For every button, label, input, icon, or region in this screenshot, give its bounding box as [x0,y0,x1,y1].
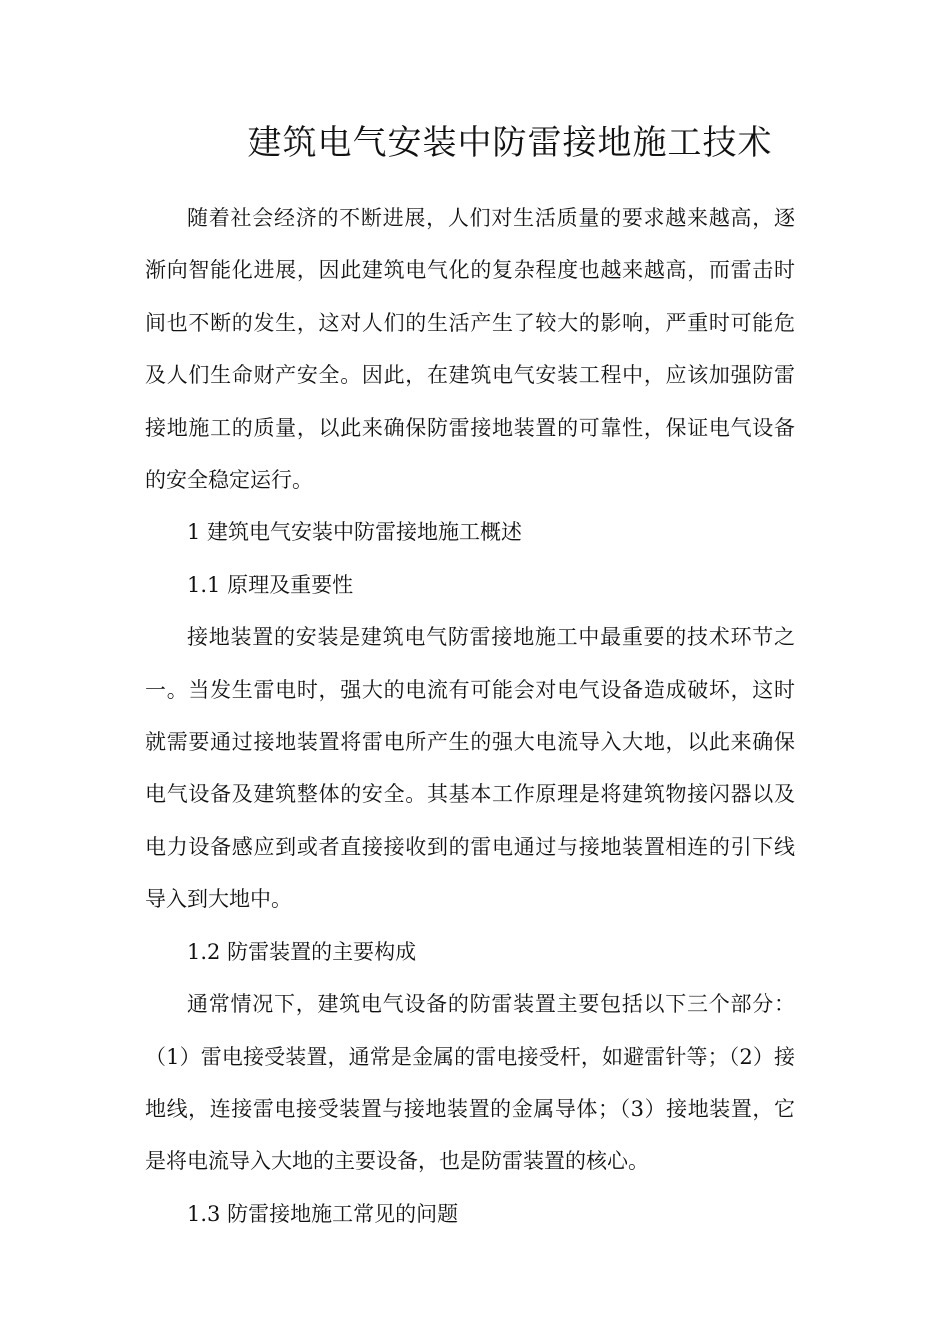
section-heading-1: 1 建筑电气安装中防雷接地施工概述 [187,520,523,545]
paragraph-components: 通常情况下，建筑电气设备的防雷装置主要包括以下三个部分：（1）雷电接受装置，通常是金属的雷电接受杆，如避雷针等；（2）接地线，连接雷电接受装置与接地装置的金属导体；（3）接地装置，它是将电流导入大地的主要设备，也是防雷装置的核心。 [145,992,795,1174]
section-heading-1-3: 1.3 防雷接地施工常见的问题 [187,1201,459,1226]
paragraph-principle: 接地装置的安装是建筑电气防雷接地施工中最重要的技术环节之一。当发生雷电时，强大的电流有可能会对电气设备造成破坏，这时就需要通过接地装置将雷电所产生的强大电流导入大地，以此来确保电气设备及建筑整体的安全。其基本工作原理是将建筑物接闪器以及电力设备感应到或者直接接收到的雷电通过与接地装置相连的引下线导入到大地中。 [145,625,795,912]
document-title: 建筑电气安装中防雷接地施工技术 [247,123,773,163]
section-heading-1-2: 1.2 防雷装置的主要构成 [187,939,417,964]
section-heading-1-1: 1.1 原理及重要性 [187,572,354,597]
document-body [145,192,795,1240]
paragraph-intro: 随着社会经济的不断进展，人们对生活质量的要求越来越高，逐渐向智能化进展，因此建筑电气化的复杂程度也越来越高，而雷击时间也不断的发生，这对人们的生活产生了较大的影响，严重时可能危及人们生命财产安全。因此，在建筑电气安装工程中，应该加强防雷接地施工的质量，以此来确保防雷接地装置的可靠性，保证电气设备的安全稳定运行。 [145,206,795,493]
